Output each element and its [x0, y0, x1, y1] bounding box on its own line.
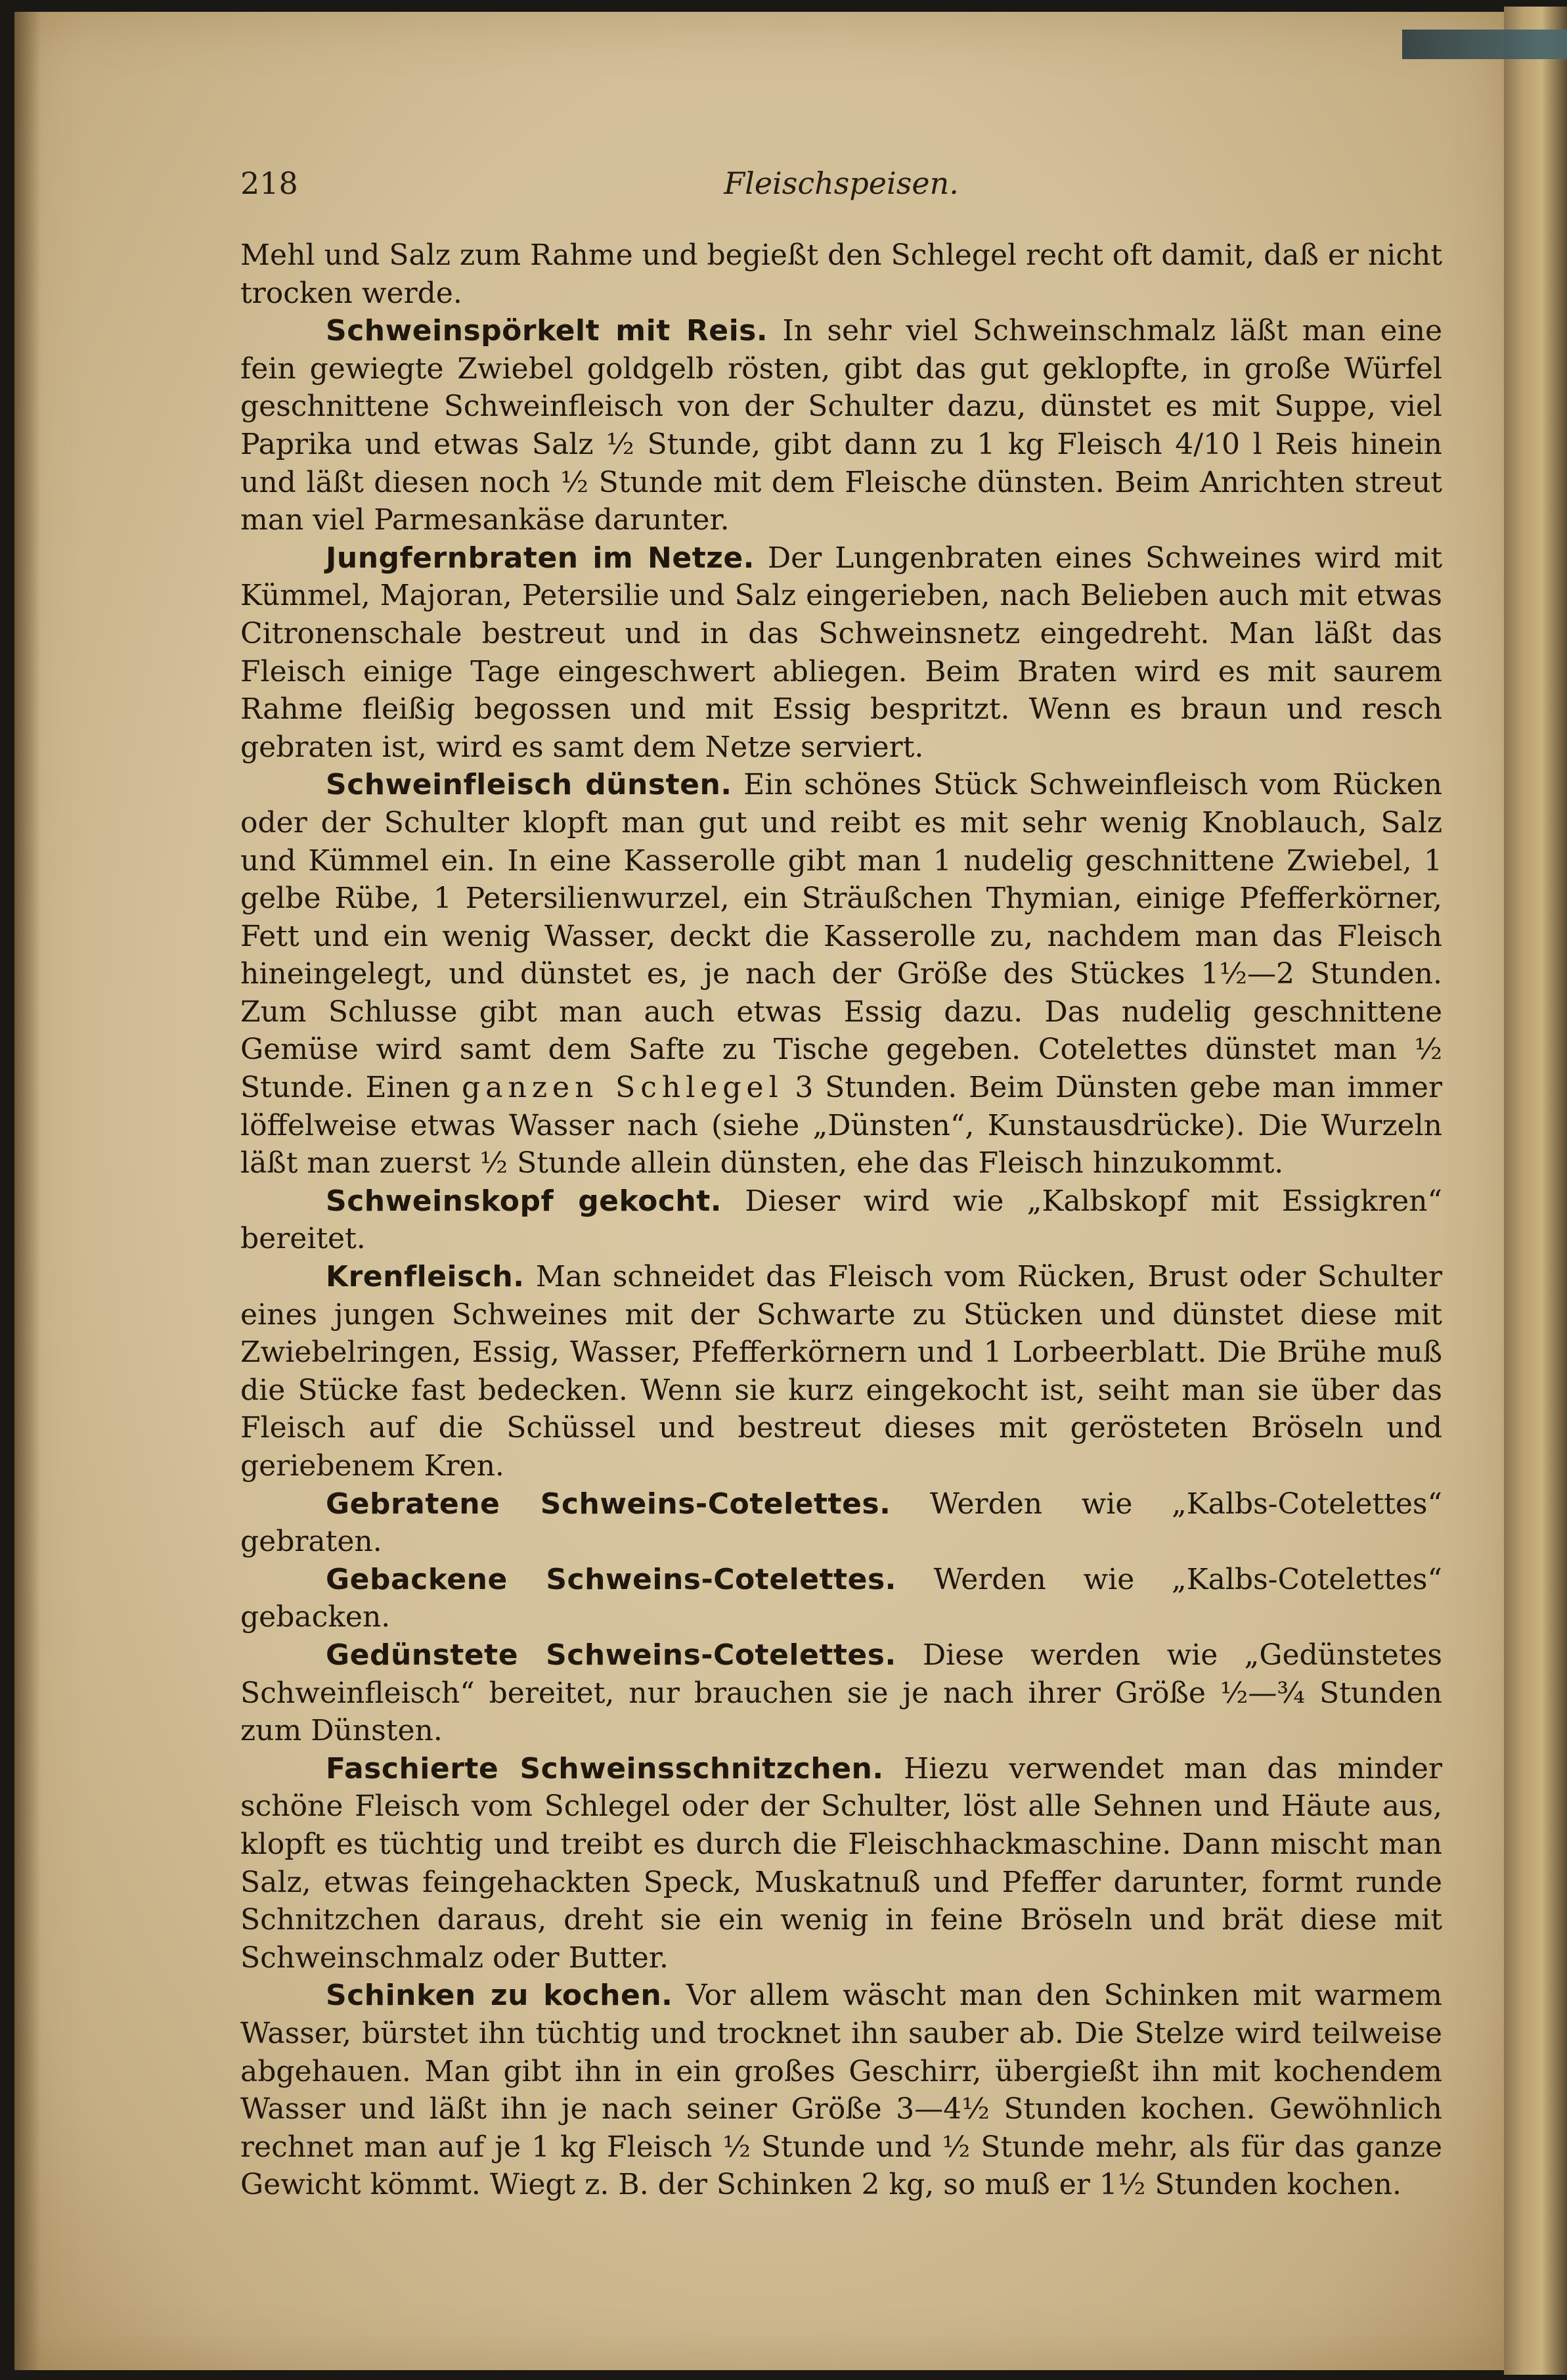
recipe-text: Ein schönes Stück Schweinfleisch vom Rücken oder der Schulter klopft man gut und reibt es mit sehr wenig Knoblauch, Salz und Kümmel ein. In eine Kasserolle gibt man 1 nudelig geschnittene Zwiebel, 1 gelbe Rübe, 1 Petersilienwurzel, ein Sträußchen Thymian, einige Pfefferkörner, Fett und ein wenig Wasser, deckt die Kasserolle zu, nachdem man das Fleisch hineingelegt, und dünstet es, je nach der Größe des Stückes 1½—2 Stunden. Zum Schlusse gibt man auch etwas Essig dazu. Das nudelig geschnittene Gemüse wird samt dem Safte zu Tische gegeben. Cotelettes dünstet man ½ Stunde. Einen: [240, 768, 1442, 1105]
page-gutter-shadow: [14, 12, 41, 2370]
recipe-heading: Gedünstete Schweins-Cotelettes.: [326, 1638, 896, 1672]
recipe-heading: Schweinskopf gekocht.: [326, 1184, 722, 1218]
recipe-heading: Faschierte Schweinsschnitzchen.: [326, 1751, 884, 1785]
recipe-text: Werden wie „Kalbs-Cotelettes“ gebraten.: [240, 1487, 1442, 1559]
page-number: 218: [240, 166, 298, 201]
recipe-text: 3 Stunden. Beim Dünsten gebe man immer löffelweise etwas Wasser nach (siehe „Dünsten“, Kunstausdrücke). Die Wurzeln läßt man zuerst ½ Stunde allein dünsten, ehe das Fleisch hinzukommt.: [240, 1071, 1442, 1180]
recipe-entry: [240, 1977, 1442, 2204]
page-body: [240, 236, 1442, 2204]
recipe-text: Werden wie „Kalbs-Cotelettes“ gebacken.: [240, 1562, 1442, 1634]
recipe-text-emphasis: ganzen Schlegel: [462, 1071, 784, 1105]
recipe-entry: [240, 1485, 1442, 1561]
recipe-text: In sehr viel Schweinschmalz läßt man eine fein gewiegte Zwiebel goldgelb rösten, gibt das gut geklopfte, in große Würfel geschnittene Schweinfleisch von der Schulter dazu, dünstet es mit Suppe, viel Paprika und etwas Salz ½ Stunde, gibt dann zu 1 kg Fleisch 4/10 l Reis hinein und läßt diesen noch ½ Stunde mit dem Fleische dünsten. Beim Anrichten streut man viel Parmesankäse darunter.: [240, 314, 1442, 537]
paragraph-continuation: [240, 236, 1442, 312]
recipe-heading: Schweinspörkelt mit Reis.: [326, 314, 768, 348]
paragraph-text: Mehl und Salz zum Rahme und begießt den Schlegel recht oft damit, daß er nicht trocken werde.: [240, 238, 1442, 310]
recipe-heading: Gebackene Schweins-Cotelettes.: [326, 1562, 896, 1596]
page-header: [240, 166, 1442, 212]
running-head: Fleischspeisen.: [724, 166, 959, 201]
recipe-text: Hiezu verwendet man das minder schöne Fleisch vom Schlegel oder der Schulter, löst alle Sehnen und Häute aus, klopft es tüchtig und treibt es durch die Fleischhackmaschine. Dann mischt man Salz, etwas feingehackten Speck, Muskatnuß und Pfeffer darunter, formt runde Schnitzchen daraus, dreht sie ein wenig in feine Bröseln und brät diese mit Schweinschmalz oder Butter.: [240, 1751, 1442, 1975]
recipe-text: Dieser wird wie „Kalbskopf mit Essigkren“ bereitet.: [240, 1184, 1443, 1256]
book-edge: [1504, 7, 1567, 2375]
recipe-text: Diese werden wie „Gedünstetes Schweinfleisch“ bereitet, nur brauchen sie je nach ihrer Größe ½—¾ Stunden zum Dünsten.: [240, 1638, 1442, 1748]
recipe-entry: [240, 766, 1442, 1182]
recipe-entry: [240, 1182, 1442, 1258]
recipe-entry: [240, 1636, 1442, 1750]
recipe-heading: Schweinfleisch dünsten.: [326, 768, 732, 802]
recipe-text: Der Lungenbraten eines Schweines wird mit Kümmel, Majoran, Petersilie und Salz eingerieben, nach Belieben auch mit etwas Citronenschale bestreut und in das Schweinsnetz eingedreht. Man läßt das Fleisch einige Tage eingeschwert abliegen. Beim Braten wird es mit saurem Rahme fleißig begossen und mit Essig bespritzt. Wenn es braun und resch gebraten ist, wird es samt dem Netze serviert.: [240, 541, 1442, 764]
recipe-entry: [240, 539, 1442, 767]
recipe-entry: [240, 312, 1442, 539]
bookmark-tab: [1402, 30, 1567, 59]
recipe-heading: Gebratene Schweins-Cotelettes.: [326, 1487, 891, 1521]
recipe-text: Vor allem wäscht man den Schinken mit warmem Wasser, bürstet ihn tüchtig und trocknet ihn sauber ab. Die Stelze wird teilweise abgehauen. Man gibt ihn in ein großes Geschirr, übergießt ihn mit kochendem Wasser und läßt ihn je nach seiner Größe 3—4½ Stunden kochen. Gewöhnlich rechnet man auf je 1 kg Fleisch ½ Stunde und ½ Stunde mehr, als für das ganze Gewicht kömmt. Wiegt z. B. der Schinken 2 kg, so muß er 1½ Stunden kochen.: [240, 1979, 1442, 2202]
recipe-heading: Jungfernbraten im Netze.: [326, 541, 755, 575]
recipe-entry: [240, 1561, 1442, 1636]
recipe-entry: [240, 1258, 1442, 1485]
recipe-heading: Krenfleisch.: [326, 1260, 525, 1294]
recipe-text: Man schneidet das Fleisch vom Rücken, Brust oder Schulter eines jungen Schweines mit der Schwarte zu Stücken und dünstet diese mit Zwiebelringen, Essig, Wasser, Pfefferkörnern und 1 Lorbeerblatt. Die Brühe muß die Stücke fast bedecken. Wenn sie kurz eingekocht ist, seiht man sie über das Fleisch auf die Schüssel und bestreut dieses mit gerösteten Bröseln und geriebenem Kren.: [240, 1260, 1442, 1483]
recipe-heading: Schinken zu kochen.: [326, 1979, 673, 2013]
recipe-entry: [240, 1750, 1442, 1977]
